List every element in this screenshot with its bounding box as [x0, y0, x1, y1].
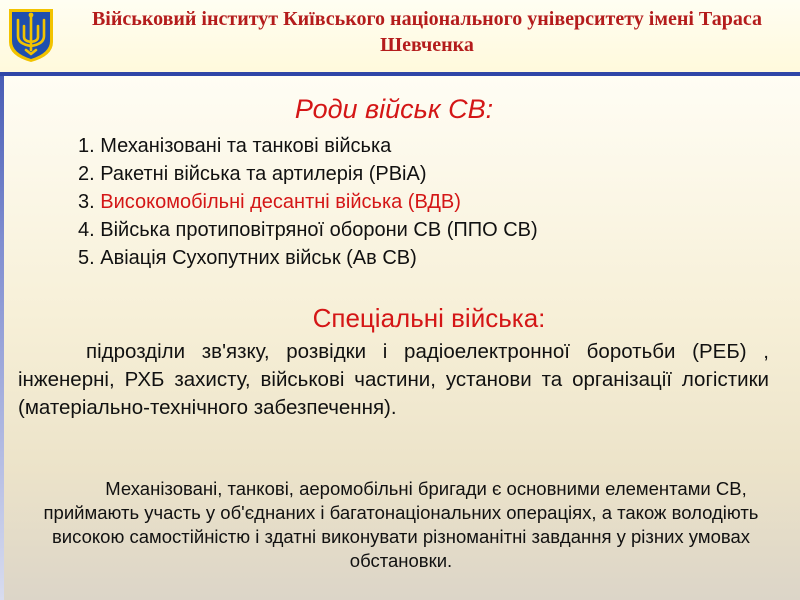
branch-number: 2. — [78, 163, 95, 185]
branch-label: Авіація Сухопутних військ (Ав СВ) — [100, 247, 417, 269]
summary-paragraph — [26, 477, 776, 573]
summary-text: Механізовані, танкові, аеромобільні бригади є основними елементами СВ, приймають участь у об'єднаних і багатонаціональних операціях, а також володіють високою самостійністю і здатні виконувати різноманітні завдання у різних умовах обстановки. — [43, 478, 759, 571]
branch-number: 4. — [78, 219, 95, 241]
special-troops-heading: Спеціальні війська: — [312, 303, 546, 333]
branches-list — [78, 132, 538, 272]
branch-label: Механізовані та танкові війська — [100, 135, 392, 157]
special-troops-text: підрозділи зв'язку, розвідки і радіоелектронної боротьби (РЕБ) , інженерні, РХБ захисту, військові частини, установи та організації логістики (матеріально-технічного забезпечення). — [18, 340, 769, 419]
ukraine-trident-emblem-icon — [6, 6, 56, 64]
slide-header — [0, 0, 800, 72]
branches-heading: Роди військ СВ: — [294, 94, 494, 124]
branch-number: 3. — [78, 191, 95, 213]
branch-item-2 — [78, 160, 538, 188]
branch-item-3 — [78, 188, 538, 216]
slide-content — [4, 76, 800, 600]
branch-number: 1. — [78, 135, 95, 157]
institute-title: Військовий інститут Київського національного університету імені Тараса Шевченка — [91, 8, 763, 56]
branch-item-4 — [78, 216, 538, 244]
branch-item-5 — [78, 244, 538, 272]
branch-label-highlighted: Високомобільні десантні війська (ВДВ) — [100, 191, 461, 213]
branch-number: 5. — [78, 247, 95, 269]
branch-label: Ракетні війська та артилерія (РВіА) — [100, 163, 427, 185]
branch-item-1 — [78, 132, 538, 160]
branch-label: Війська протиповітряної оборони СВ (ППО СВ) — [100, 219, 538, 241]
